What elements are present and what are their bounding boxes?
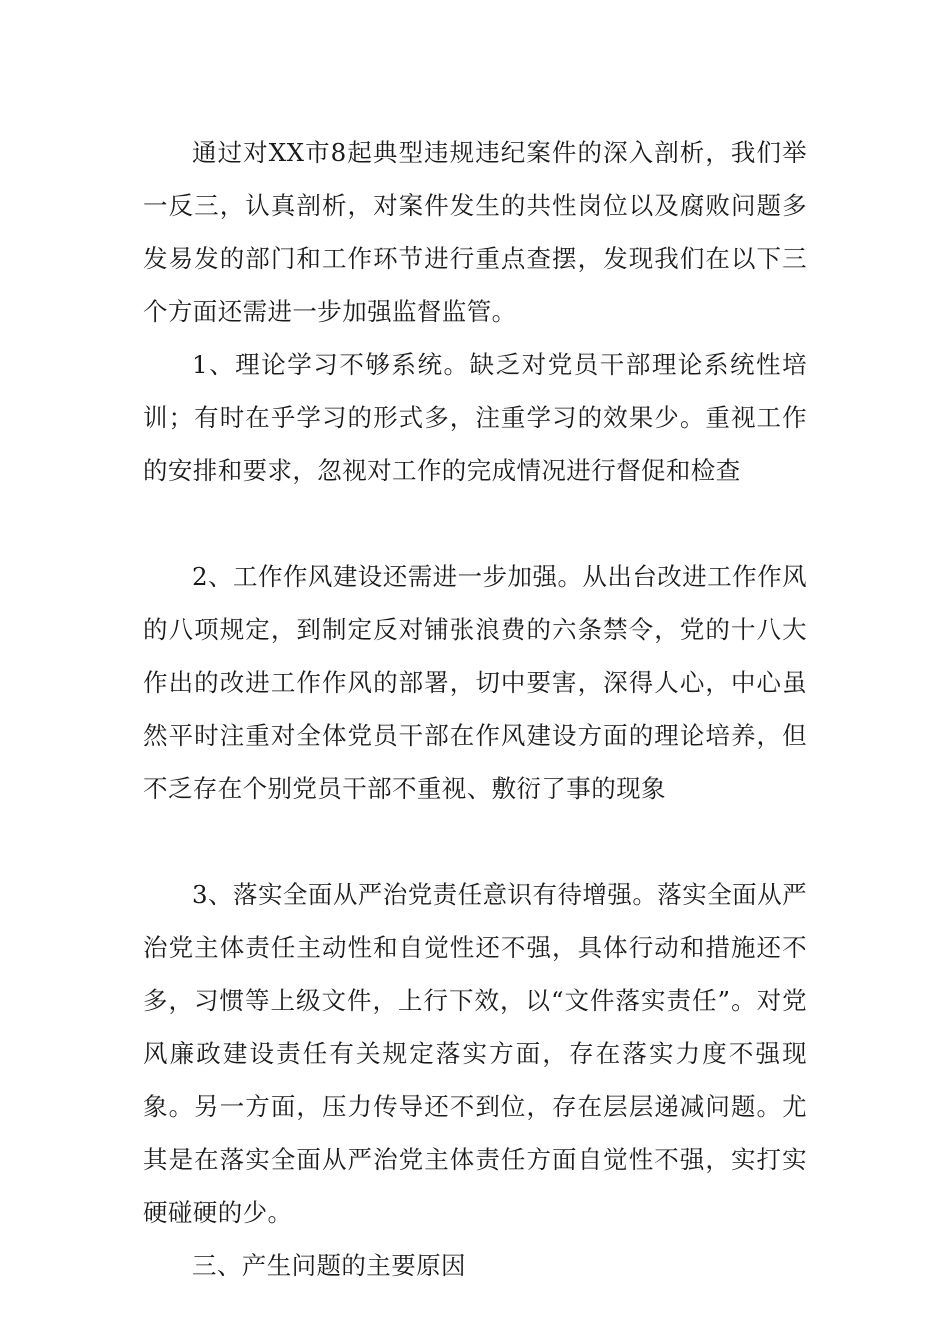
intro-paragraph: 通过对XX市8起典型违规违纪案件的深入剖析，我们举一反三，认真剖析，对案件发生的共性岗位以及腐败问题多发易发的部门和工作环节进行重点查摆，发现我们在以下三个方面还需进一步加强监督监管。 bbox=[143, 138, 807, 326]
paragraph-spacer bbox=[143, 497, 807, 550]
paragraph-spacer bbox=[143, 815, 807, 868]
document-body bbox=[143, 126, 807, 1292]
point-2-paragraph: 2、工作作风建设还需进一步加强。从出台改进工作作风的八项规定，到制定反对铺张浪费的六条禁令，党的十八大作出的改进工作作风的部署，切中要害，深得人心，中心虽然平时注重对全体党员干部在作风建设方面的理论培养，但不乏存在个别党员干部不重视、敷衍了事的现象 bbox=[143, 562, 807, 803]
point-1-paragraph: 1、理论学习不够系统。缺乏对党员干部理论系统性培训；有时在乎学习的形式多，注重学习的效果少。重视工作的安排和要求，忽视对工作的完成情况进行督促和检查 bbox=[143, 350, 807, 485]
section-heading: 三、产生问题的主要原因 bbox=[192, 1251, 466, 1280]
point-3-paragraph: 3、落实全面从严治党责任意识有待增强。落实全面从严治党主体责任主动性和自觉性还不强，具体行动和措施还不多，习惯等上级文件，上行下效，以“文件落实责任”。对党风廉政建设责任有关规定落实方面，存在落实力度不强现象。另一方面，压力传导还不到位，存在层层递减问题。尤其是在落实全面从严治党主体责任方面自觉性不强，实打实硬碰硬的少。 bbox=[143, 880, 807, 1227]
